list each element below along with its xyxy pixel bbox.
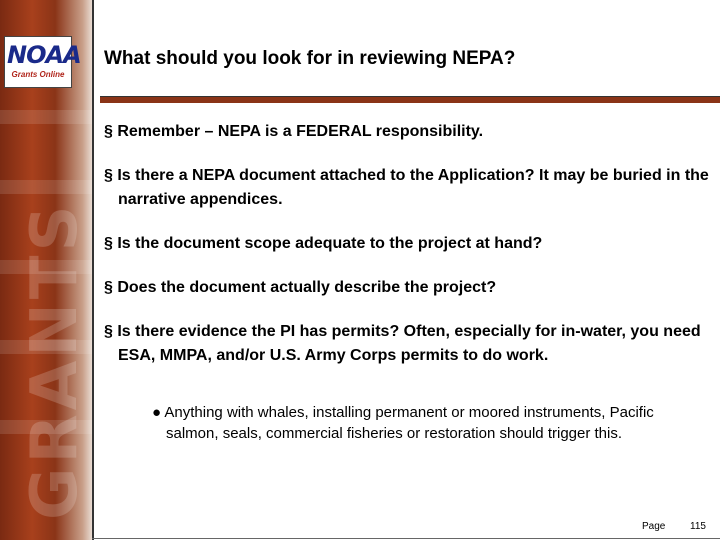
page-number: 115	[690, 521, 706, 532]
slide-content	[92, 0, 720, 540]
noaa-logo	[4, 36, 81, 88]
bullet-item: § Does the document actually describe the project?	[104, 279, 497, 296]
bullet-item: § Remember – NEPA is a FEDERAL responsibility.	[104, 123, 484, 140]
sidebar-watermark: GRANTS	[18, 201, 92, 520]
logo-subtitle: Grants Online	[11, 70, 65, 79]
title-divider	[100, 96, 720, 103]
footer-divider	[92, 538, 720, 539]
sub-bullet-item: ● Anything with whales, installing permanent or moored instruments, Pacific salmon, seals, commercial fisheries or restoration should trigger this.	[152, 404, 654, 442]
slide-title: What should you look for in reviewing NEPA?	[104, 48, 516, 69]
bullet-item: § Is the document scope adequate to the project at hand?	[104, 235, 543, 252]
bullet-item: § Is there a NEPA document attached to the Application? It may be buried in the narrative appendices.	[104, 167, 709, 208]
bullet-item: § Is there evidence the PI has permits? Often, especially for in-water, you need ESA, MMPA, and/or U.S. Army Corps permits to do work.	[104, 323, 701, 364]
page-label: Page	[642, 521, 666, 532]
logo-wordmark: NOAA	[7, 41, 81, 69]
